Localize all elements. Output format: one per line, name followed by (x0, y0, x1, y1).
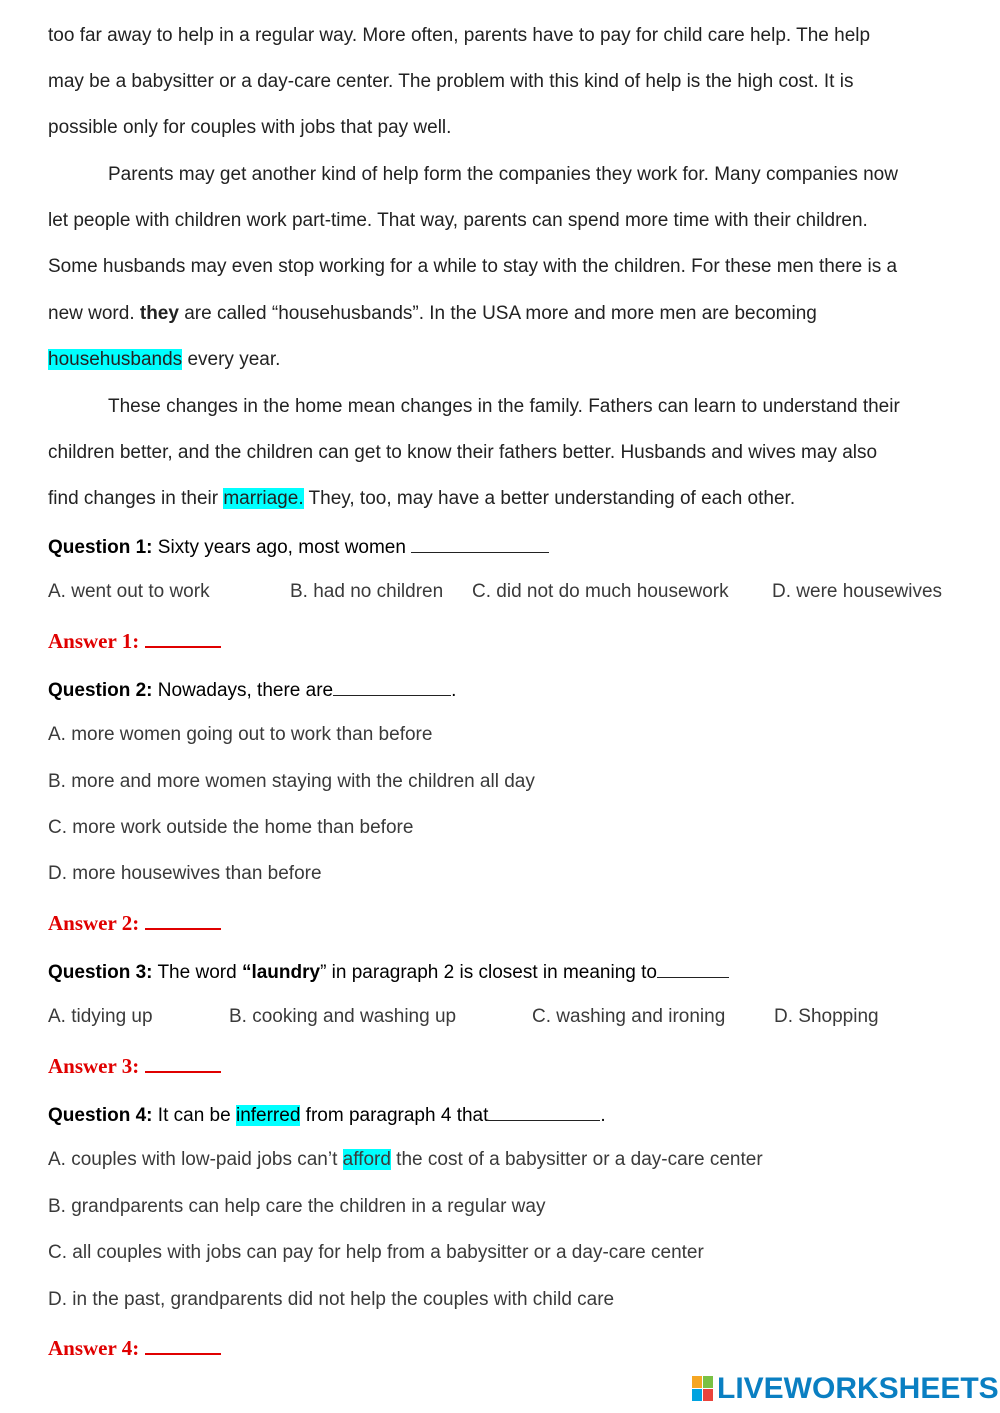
passage-line: children better, and the children can get to know their fathers better. Husbands and wives may also (48, 442, 878, 463)
question-text: from paragraph 4 that (300, 1105, 489, 1126)
answer-label: Answer 2: (48, 911, 140, 935)
option-c: C. did not do much housework (472, 581, 729, 602)
passage-line (48, 487, 795, 511)
option-d: D. Shopping (774, 1006, 879, 1027)
answer-2 (48, 910, 221, 935)
question-label: Question 4: (48, 1105, 153, 1126)
option-b: B. more and more women staying with the children all day (48, 771, 535, 792)
passage-text: every year. (182, 349, 281, 370)
passage-line (48, 302, 817, 326)
passage-text: They, too, may have a better understanding of each other. (303, 488, 796, 509)
question-2 (48, 677, 456, 703)
answer-input-4[interactable] (145, 1335, 221, 1355)
answer-input-1[interactable] (145, 628, 221, 648)
question-text: Sixty years ago, most women (152, 537, 412, 558)
answer-input-3[interactable] (145, 1053, 221, 1073)
answer-3 (48, 1053, 221, 1078)
passage-line: possible only for couples with jobs that pay well. (48, 117, 452, 138)
passage-line: may be a babysitter or a day-care center. The problem with this kind of help is the high cost. It is (48, 71, 854, 92)
logo-blocks-icon (692, 1376, 714, 1402)
answer-4 (48, 1335, 221, 1360)
passage-line: Some husbands may even stop working for a while to stay with the children. For these men there is a (48, 256, 898, 277)
option-c: C. washing and ironing (532, 1006, 726, 1027)
question-blank (657, 959, 729, 978)
option-a: A. went out to work (48, 581, 210, 602)
question-4 (48, 1102, 606, 1128)
option-d: D. in the past, grandparents did not help the couples with child care (48, 1289, 615, 1310)
option-c: C. all couples with jobs can pay for help from a babysitter or a day-care center (48, 1242, 704, 1263)
question-text: The word (152, 962, 242, 983)
option-text: the cost of a babysitter or a day-care center (390, 1149, 763, 1170)
question-end: . (451, 680, 457, 701)
answer-1 (48, 628, 221, 653)
question-blank (488, 1102, 600, 1121)
bold-word-they: they (139, 303, 179, 324)
question-1 (48, 534, 549, 560)
liveworksheets-logo (692, 1372, 999, 1406)
passage-line: let people with children work part-time. That way, parents can spend more time with their children. (48, 210, 868, 231)
answer-label: Answer 4: (48, 1336, 140, 1360)
highlight-marriage[interactable]: marriage. (223, 488, 304, 509)
option-text: A. couples with low-paid jobs can’t (48, 1149, 343, 1170)
answer-label: Answer 1: (48, 629, 140, 653)
option-a: A. more women going out to work than before (48, 724, 433, 745)
passage-line (48, 348, 280, 372)
passage-text: new word. (48, 303, 140, 324)
answer-input-2[interactable] (145, 910, 221, 930)
option-b: B. cooking and washing up (229, 1006, 457, 1027)
option-b: B. had no children (290, 581, 444, 602)
passage-text: are called “househusbands”. In the USA more and more men are becoming (178, 303, 817, 324)
question-end: . (600, 1105, 606, 1126)
question-text: Nowadays, there are (152, 680, 334, 701)
passage-text: find changes in their (48, 488, 224, 509)
question-3 (48, 959, 729, 985)
highlight-househusbands[interactable]: househusbands (48, 349, 183, 370)
option-d: D. were housewives (772, 581, 943, 602)
passage-line: These changes in the home mean changes in the family. Fathers can learn to understand their (108, 396, 900, 417)
question-text: ” in paragraph 2 is closest in meaning to (320, 962, 657, 983)
option-d: D. more housewives than before (48, 863, 322, 884)
question-label: Question 1: (48, 537, 153, 558)
question-text: It can be (152, 1105, 236, 1126)
bold-word-laundry: “laundry (241, 962, 321, 983)
highlight-inferred[interactable]: inferred (235, 1105, 301, 1126)
option-b: B. grandparents can help care the children in a regular way (48, 1196, 546, 1217)
answer-label: Answer 3: (48, 1054, 140, 1078)
option-a: A. tidying up (48, 1006, 153, 1027)
passage-line: too far away to help in a regular way. More often, parents have to pay for child care help. The help (48, 25, 871, 46)
question-label: Question 2: (48, 680, 153, 701)
logo-text: LIVEWORKSHEETS (717, 1372, 999, 1405)
passage-line: Parents may get another kind of help form the companies they work for. Many companies now (108, 164, 898, 185)
question-label: Question 3: (48, 962, 153, 983)
option-a (48, 1148, 763, 1172)
highlight-afford[interactable]: afford (342, 1149, 391, 1170)
question-blank (333, 677, 451, 696)
option-c: C. more work outside the home than before (48, 817, 414, 838)
question-blank (411, 534, 549, 553)
